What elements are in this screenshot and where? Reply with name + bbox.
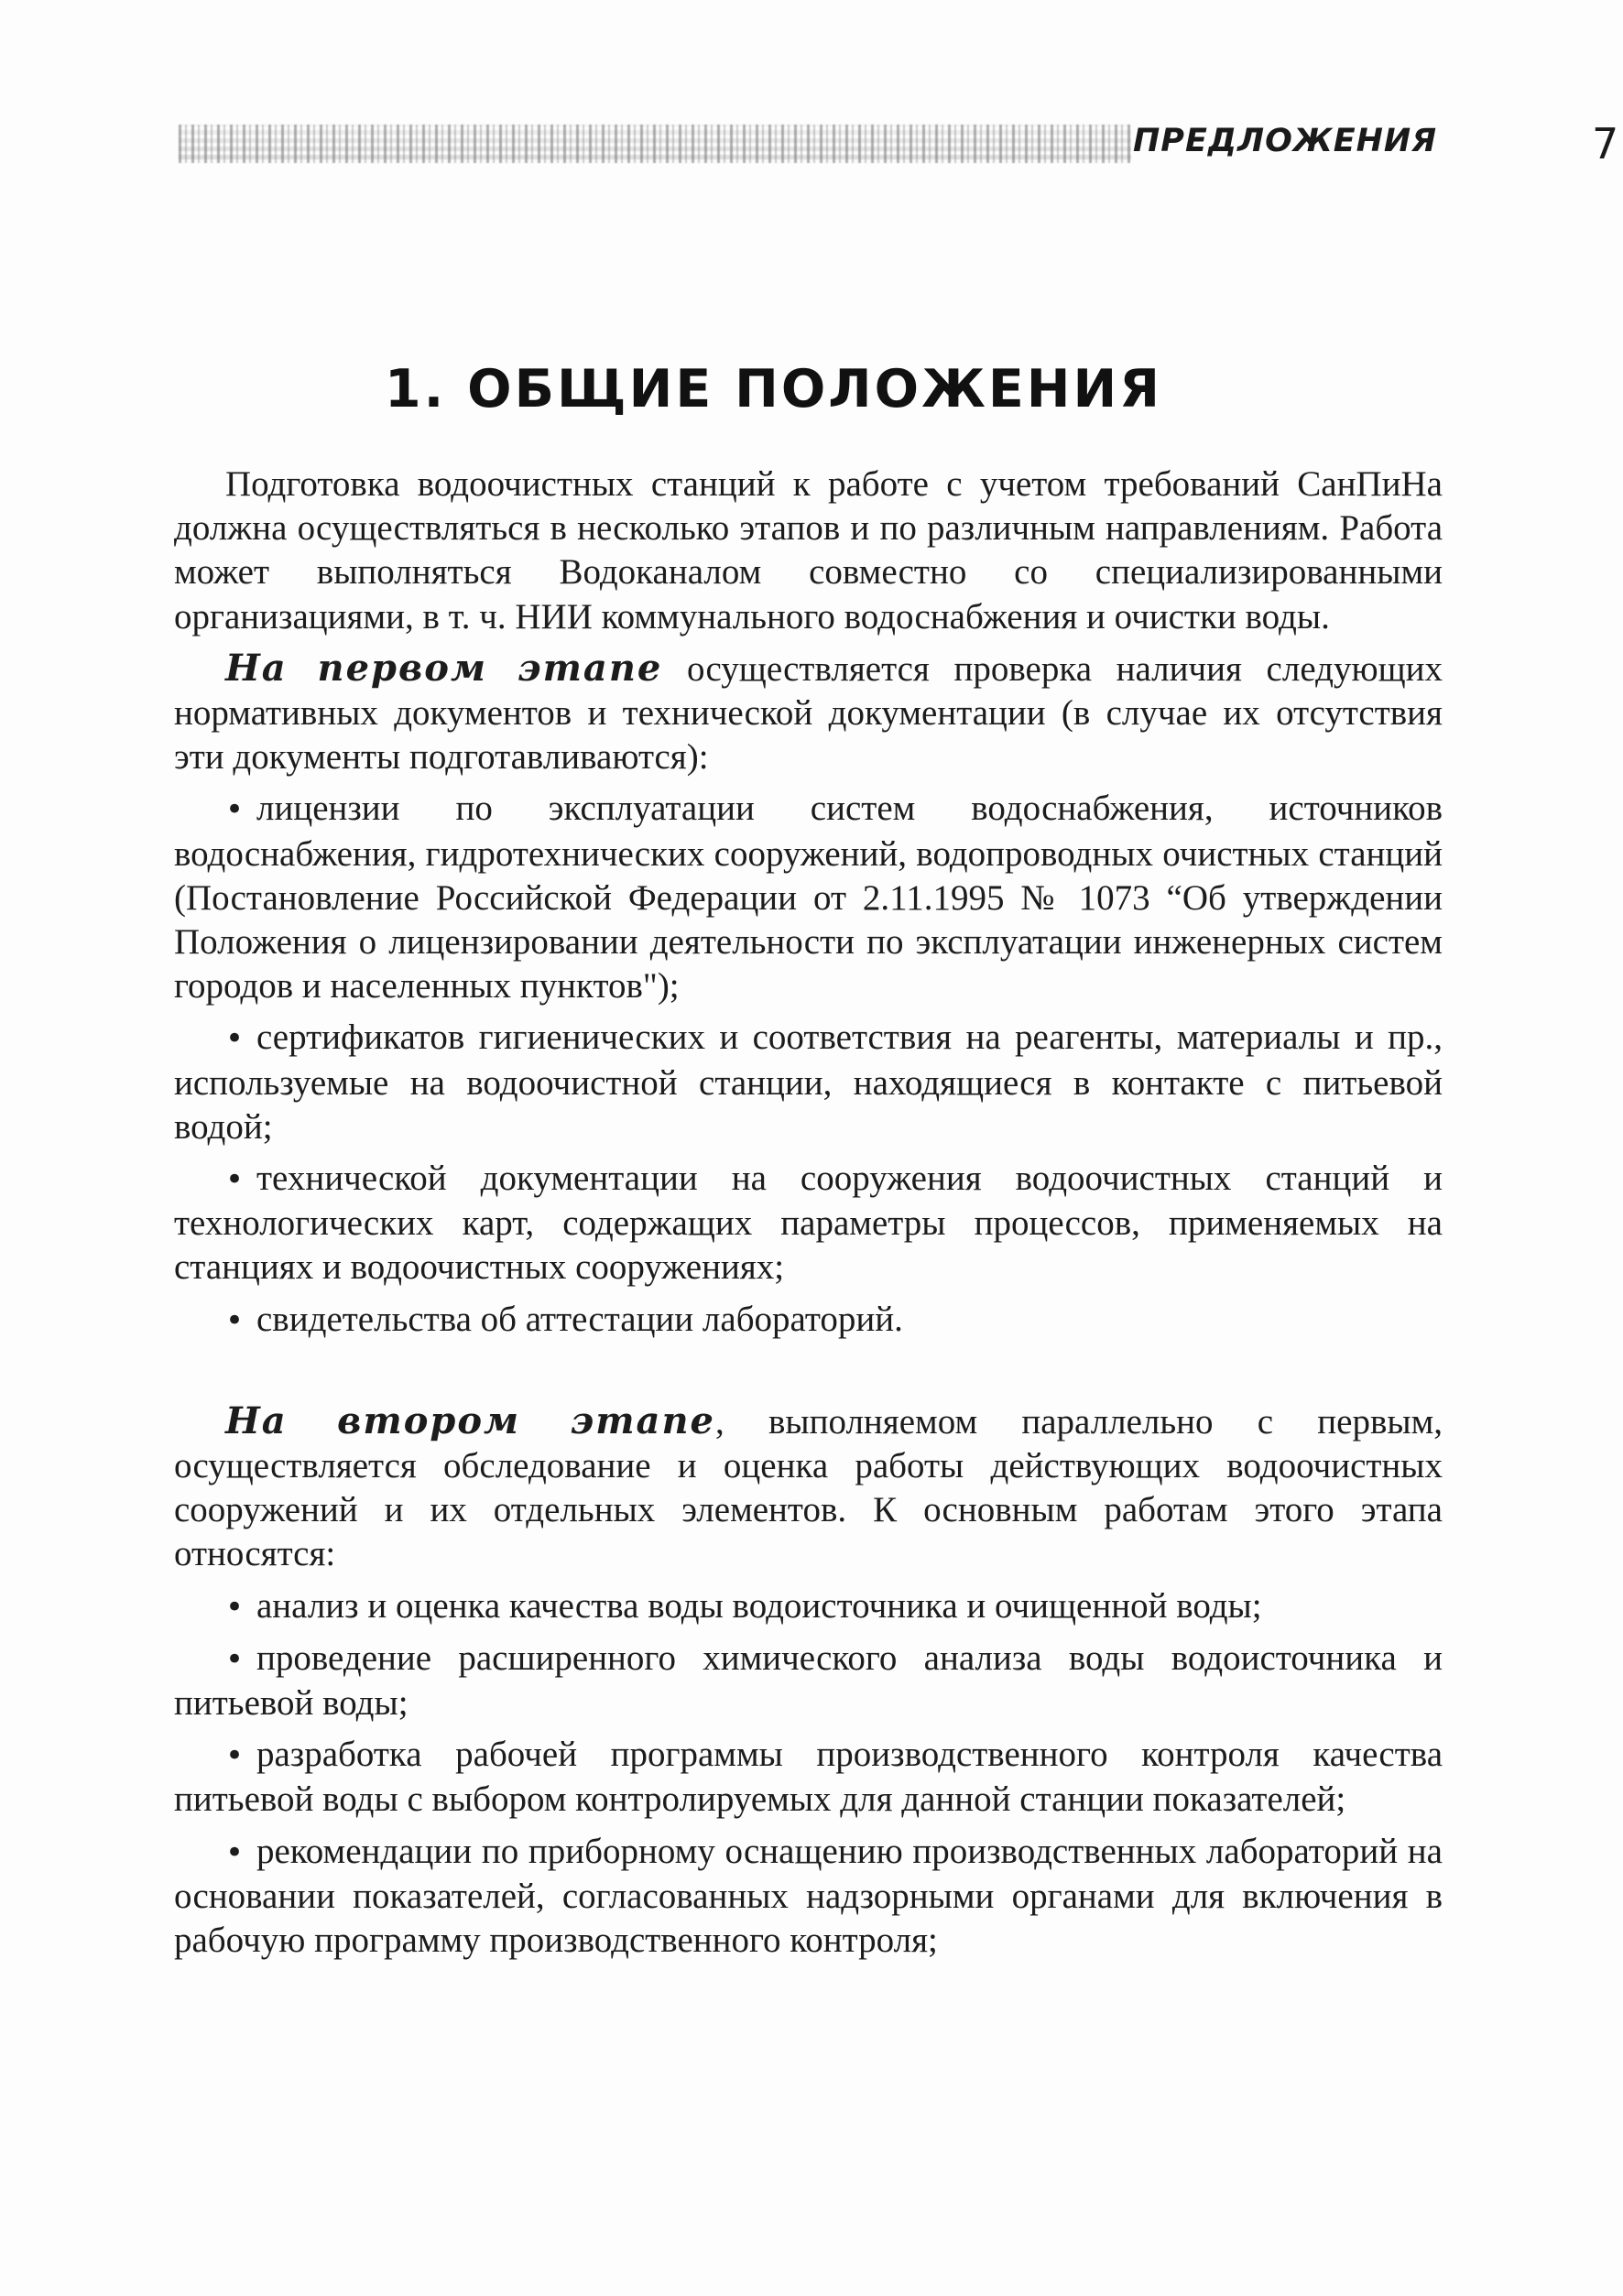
stage1-list: [174, 787, 1443, 1342]
list-item-text: разработка рабочей программы производственного контроля качества питьевой воды с выбором контролируемых для данной станции показателей;: [174, 1735, 1443, 1820]
bullet-icon: [225, 1637, 256, 1681]
list-item: [174, 1157, 1443, 1290]
stage1-lead: На первом этапе: [225, 646, 663, 690]
stage2-text: , выполняемом параллельно с первым, осуществляется обследование и оценка работы действующих водоочистных сооружений и их отдельных элементов. К основным работам этого этапа относятся:: [174, 1401, 1443, 1574]
stage2-lead: На втором этапе: [225, 1398, 716, 1442]
running-title: ПРЕДЛОЖЕНИЯ: [1133, 123, 1438, 159]
list-item: [174, 1733, 1443, 1822]
list-item: [174, 1298, 1443, 1343]
intro-paragraph: Подготовка водоочистных станций к работе с учетом требований СанПиНа должна осуществляться в несколько этапов и по различным направлениям. Работа может выполняться Водоканалом совместно со специализированными организациями, в т. ч. НИИ коммунального водоснабжения и очистки воды.: [174, 464, 1443, 637]
header-scan-noise: [179, 125, 1131, 163]
list-item-text: технической документации на сооружения водоочистных станций и технологических карт, содержащих параметры процессов, применяемых на станциях и водоочистных сооружениях;: [174, 1159, 1443, 1288]
section-title: 1. ОБЩИЕ ПОЛОЖЕНИЯ: [385, 359, 1163, 419]
bullet-icon: [225, 787, 256, 832]
list-item: [174, 1637, 1443, 1725]
bullet-icon: [225, 1298, 256, 1343]
bullet-icon: [225, 1016, 256, 1061]
bullet-icon: [225, 1584, 256, 1629]
list-item-text: лицензии по эксплуатации систем водоснабжения, источников водоснабжения, гидротехнических сооружений, водопроводных очистных станций (Постановление Российской Федерации от 2.11.1995 № 1073 “Об утверждении Положения о лицензировании деятельности по эксплуатации инженерных систем городов и населенных пунктов");: [174, 789, 1443, 1007]
list-item-text: рекомендации по приборному оснащению производственных лабораторий на основании показателей, согласованных надзорными органами для включения в рабочую программу производственного контроля;: [174, 1831, 1443, 1961]
list-item-text: проведение расширенного химического анализа воды водоисточника и питьевой воды;: [174, 1638, 1443, 1724]
stage2-paragraph: [174, 1399, 1443, 1577]
body-text: [174, 462, 1443, 1970]
list-item-text: анализ и оценка качества воды водоисточника и очищенной воды;: [256, 1585, 1262, 1626]
list-item-text: свидетельства об аттестации лабораторий.: [256, 1299, 903, 1339]
stage1-paragraph: [174, 647, 1443, 780]
list-item: [174, 1016, 1443, 1149]
list-item: [174, 787, 1443, 1008]
list-item: [174, 1830, 1443, 1964]
page-number: 7: [1592, 119, 1619, 169]
bullet-icon: [225, 1830, 256, 1875]
list-item-text: сертификатов гигиенических и соответствия на реагенты, материалы и пр., используемые на водоочистной станции, находящиеся в контакте с питьевой водой;: [174, 1017, 1443, 1147]
stage2-list: [174, 1584, 1443, 1964]
list-item: [174, 1584, 1443, 1629]
stage1-text: осуществляется проверка наличия следующих нормативных документов и технической документации (в случае их отсутствия эти документы подготавливаются):: [174, 648, 1443, 778]
bullet-icon: [225, 1733, 256, 1778]
bullet-icon: [225, 1157, 256, 1202]
running-header: [179, 119, 1619, 170]
